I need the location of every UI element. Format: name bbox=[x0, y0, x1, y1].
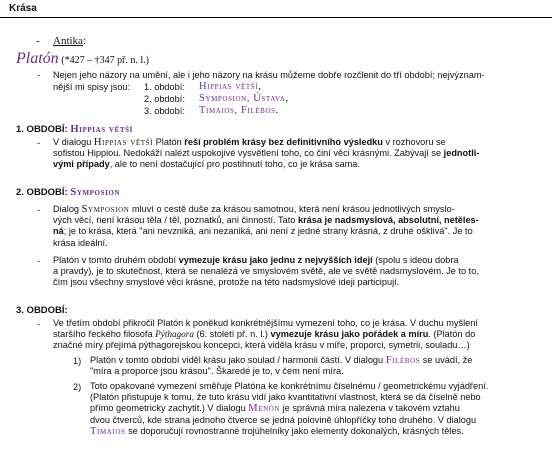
bullet-dash: - bbox=[37, 319, 41, 329]
section-antika bbox=[53, 36, 86, 47]
period-1-label: 1. období: bbox=[144, 82, 185, 92]
period-3-works: Timaios, Filébos. bbox=[199, 105, 279, 116]
intro-line-2: nější mi spisy jsou: bbox=[53, 82, 131, 92]
section-1-label: 1. OBDOBÍ: bbox=[16, 124, 68, 135]
period-2-works: Symposion, Ústava, bbox=[199, 93, 289, 104]
section-2-label: 2. OBDOBÍ: bbox=[16, 187, 68, 198]
bullet-dash: - bbox=[37, 70, 41, 80]
bullet-dash: - bbox=[37, 256, 41, 266]
section-2-work: Symposion bbox=[70, 187, 121, 198]
section-1-paragraph: V dialogu Hippias větší Platón řeší problém krásy bez definitivního výsledku v rozhovoru se sofistou Hippiou. Nedokáží nalézt uspokojivé vysvětlení toho, co činí věci krásnými. Zabývají se jednotli- vými případy, ale to není dostačující pro postihnutí toho, co je krása sama. bbox=[53, 137, 480, 170]
platon-name: Platón bbox=[16, 50, 59, 67]
antika-colon: : bbox=[82, 35, 87, 47]
section-3-paragraph: Ve třetím období přikročil Platón k poněkud konkrétnějšímu vymezení toho, co je krása. V duchu myšlení staršího řeckého filosofa Pýthagora (6. století př. n. l.) vymezuje krásu jako pořádek a míru. (Platón do značné míry přejímá pýthagorejskou koncepci, která viděla krásu v míře, proporci, symetrii, souladu…) bbox=[53, 318, 478, 351]
section-2-paragraph-2: Platón v tomto druhém období vymezuje krásu jako jednu z nejvyšších idejí (spolu s ideou dobra a pravdy), je to skutečnost, která se nenalézá ve smyslovém světě, ale ve světě nadsmyslovém. Je to to, čím jsou všechny smyslové věci krásné, protože na této nadsmyslové ideji participují. bbox=[53, 255, 479, 288]
list-number: 1) bbox=[73, 356, 82, 366]
intro-line-1: Nejen jeho názory na umění, ale i jeho názory na krásu můžeme dobře rozčlenit do tří období; nejvýznam- bbox=[53, 70, 485, 80]
platon-heading bbox=[16, 50, 150, 67]
bullet-dash: - bbox=[37, 205, 41, 215]
platon-dates: (*427 – †347 př. n. l.) bbox=[61, 55, 150, 66]
section-3-heading: 3. OBDOBÍ: bbox=[16, 305, 68, 316]
section-1-heading bbox=[16, 124, 133, 135]
page-header bbox=[0, 0, 552, 18]
section-2-heading bbox=[16, 187, 120, 198]
period-2-label: 2. období: bbox=[144, 94, 185, 104]
list-item-1: Platón v tomto období viděl krásu jako soulad / harmonii částí. V dialogu Filébos se uvádí, že "míra a proporce jsou krásou". Škaredé je to, v čem není míra. bbox=[90, 355, 473, 377]
section-1-work: Hippias větší bbox=[70, 124, 133, 135]
page-title: Krása bbox=[9, 3, 37, 14]
section-2-paragraph-1: Dialog Symposion mluví o cestě duše za krásou samotnou, která není krásou jednotlivých smyslo- vých věcí, není krásou těla / těl, poznatků, ani činností. Tato krása je nadsmyslová, absolutní, netěles- ná; je to krása, která "ani nevzniká, ani nezaniká, ani není z jedné strany krásná, z druhé ošklivá". Je to krása ideální. bbox=[53, 204, 479, 248]
period-1-works: Hippias větší, bbox=[199, 81, 262, 92]
bullet-dash: - bbox=[37, 138, 41, 148]
antika-label: Antika bbox=[53, 35, 83, 47]
bullet-dash: - bbox=[36, 35, 40, 47]
period-3-label: 3. období: bbox=[144, 106, 185, 116]
list-number: 2) bbox=[73, 382, 82, 392]
list-item-2: Toto opakované vymezení směřuje Platóna ke konkrétnímu číselnému / geometrickému vyjádření. (Platón přistupuje k tomu, že tuto krásu vidí jako kvantitativní vlastnost, která se dá číselně nebo přímo geometricky zachytit.) V dialogu Menón je správná míra nalezena v takovém vztahu dvou čtverců, kde strana jednoho čtverce se jedná polovině úhlopříčky toho druhého. V dialogu Timaios se doporučují rovnostranné trojúhelníky jako elementy dokonalých, krásných těles. bbox=[90, 381, 489, 437]
